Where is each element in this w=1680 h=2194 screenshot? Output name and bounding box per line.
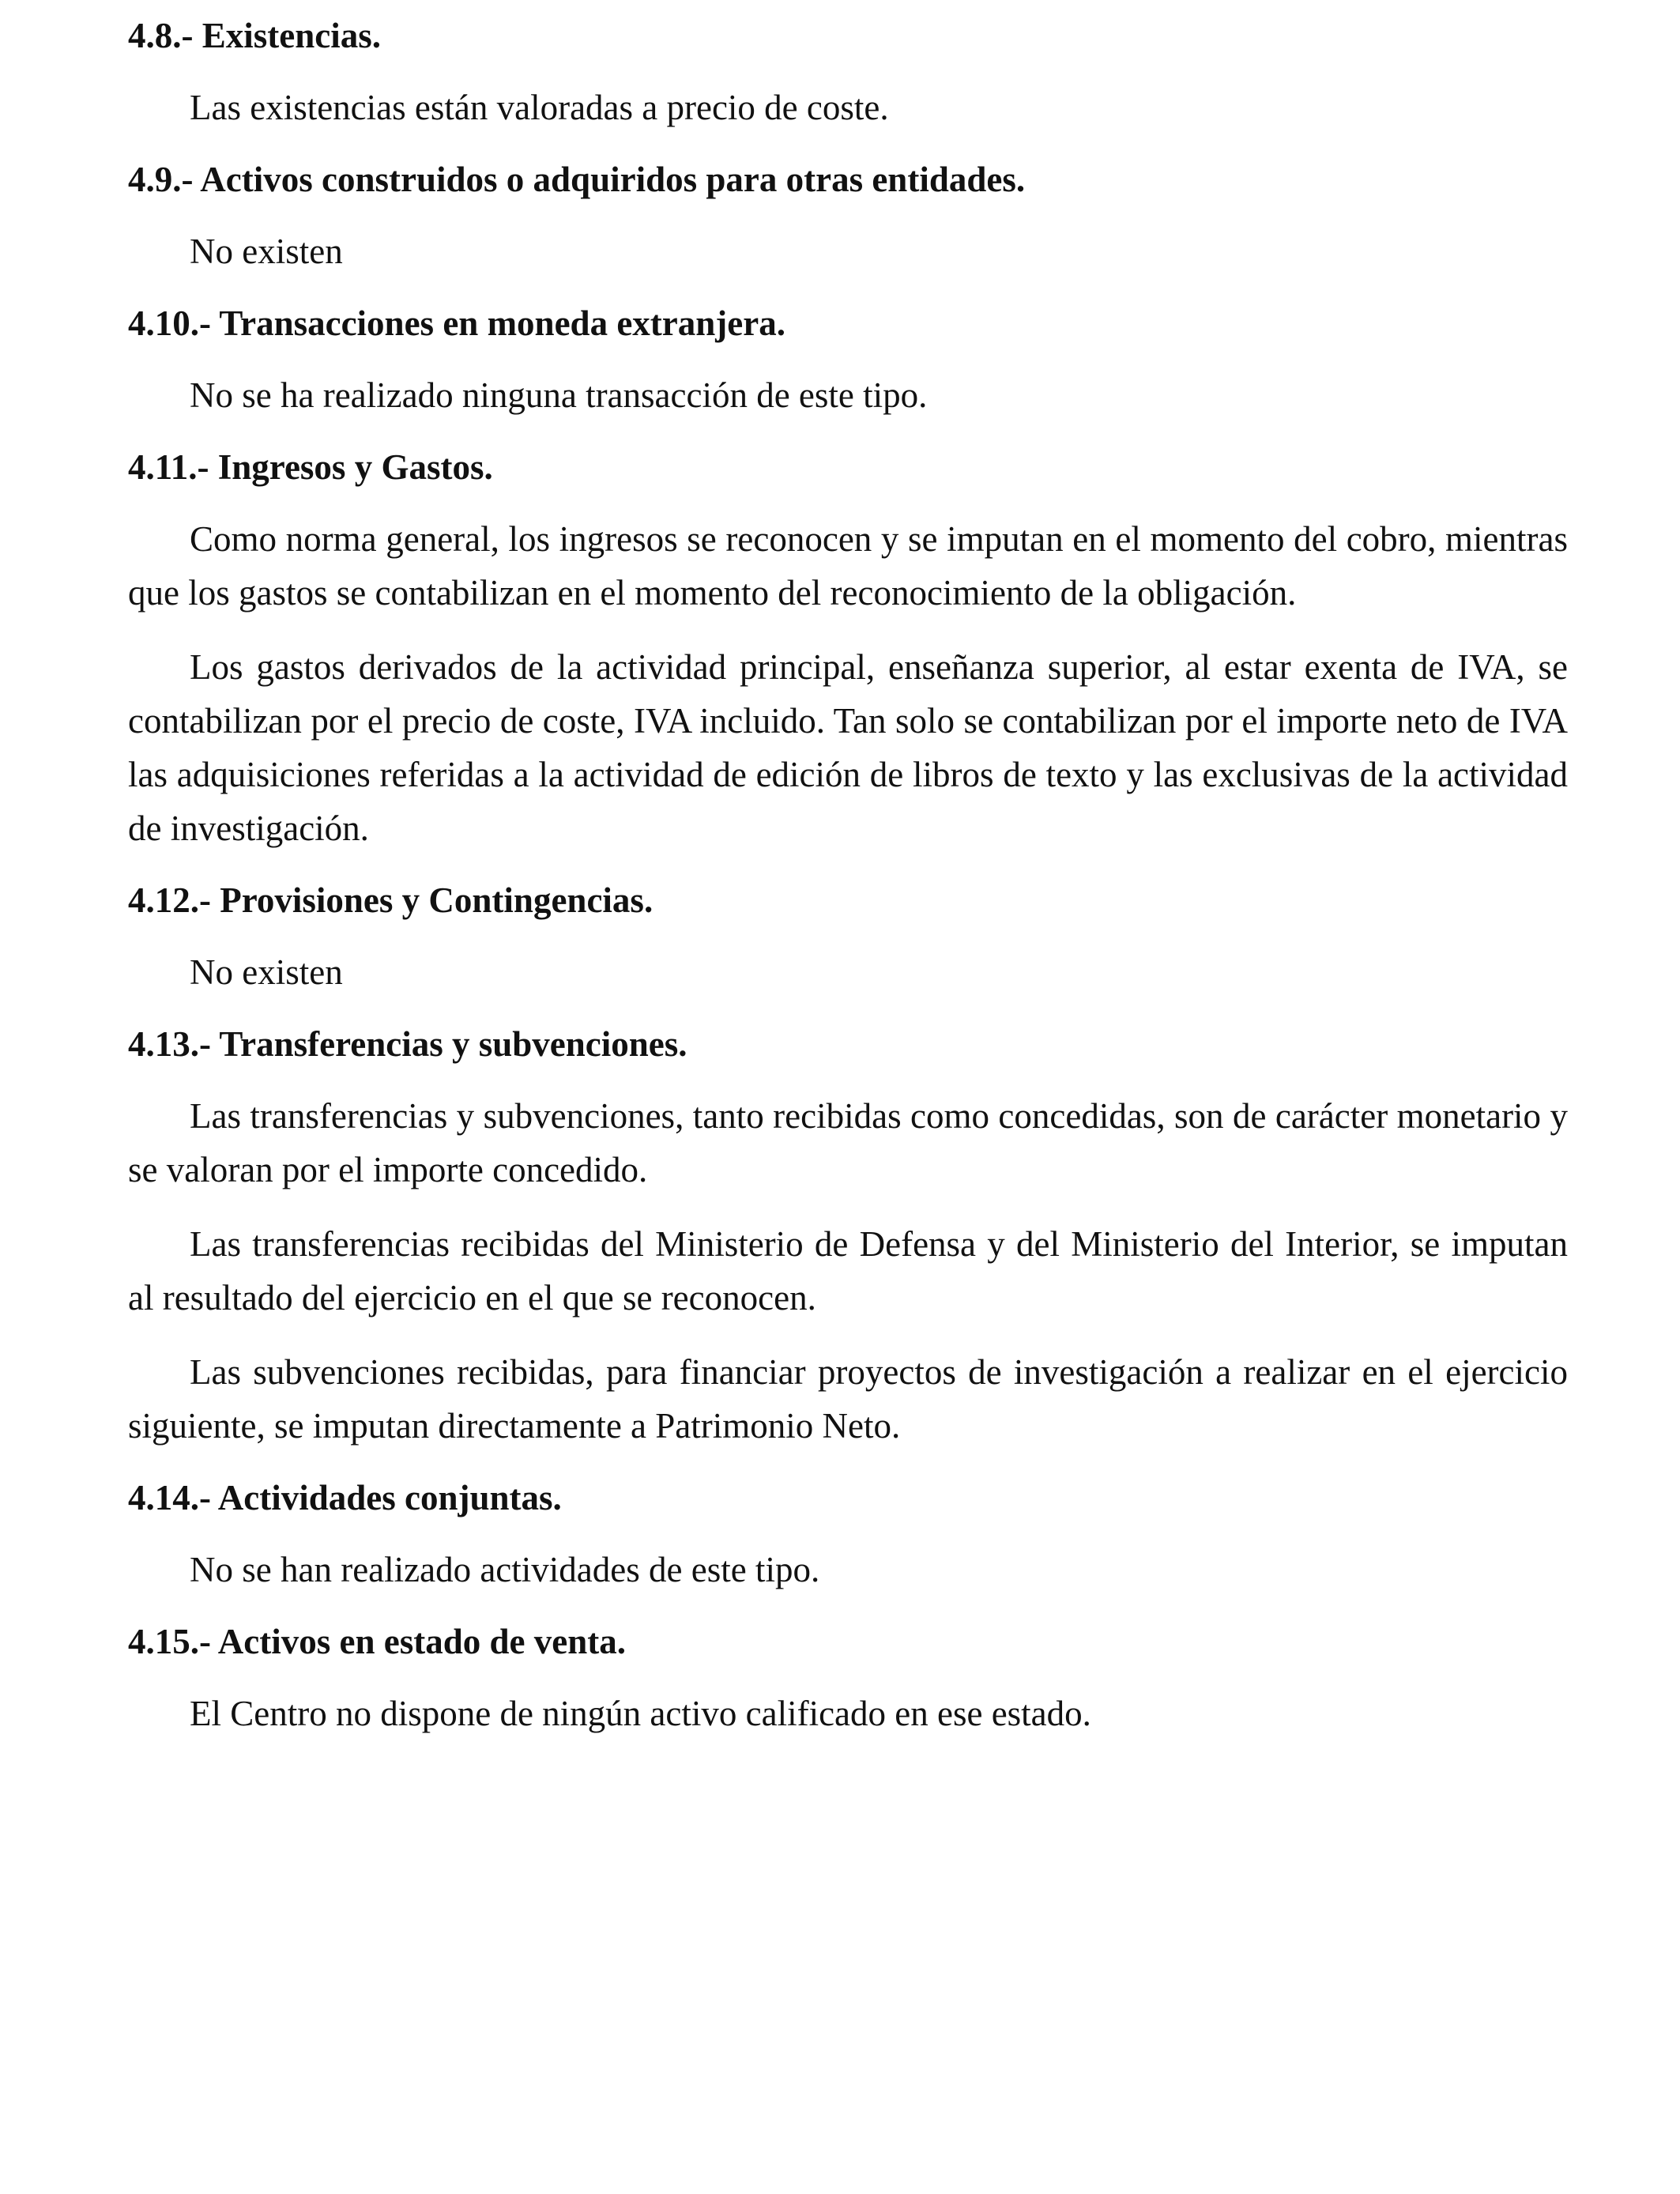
section-heading: 4.13.- Transferencias y subvenciones.	[128, 1024, 687, 1064]
paragraph: Las subvenciones recibidas, para financiar proyectos de investigación a realizar en el ejercicio siguiente, se imputan directamente a Patrimonio Neto.	[128, 1352, 1568, 1446]
paragraph: No existen	[190, 952, 343, 992]
paragraph: Los gastos derivados de la actividad principal, enseñanza superior, al estar exenta de IVA, se contabilizan por el precio de coste, IVA incluido. Tan solo se contabilizan por el importe neto de IVA las adquisiciones referidas a la actividad de edición de libros de texto y las exclusivas de la actividad de investigación.	[128, 647, 1568, 848]
section-heading: 4.10.- Transacciones en moneda extranjera.	[128, 303, 785, 343]
paragraph: No se han realizado actividades de este tipo.	[190, 1550, 820, 1589]
section-4-9	[128, 155, 1568, 278]
paragraph: No existen	[190, 232, 343, 271]
section-4-12	[128, 876, 1568, 999]
section-4-11	[128, 443, 1568, 855]
section-4-10	[128, 299, 1568, 422]
section-4-15	[128, 1617, 1568, 1740]
section-heading: 4.15.- Activos en estado de venta.	[128, 1622, 626, 1661]
section-4-14	[128, 1473, 1568, 1596]
section-heading: 4.14.- Actividades conjuntas.	[128, 1478, 562, 1517]
section-4-8	[128, 11, 1568, 134]
section-heading: 4.8.- Existencias.	[128, 16, 381, 55]
section-heading: 4.12.- Provisiones y Contingencias.	[128, 880, 654, 920]
document-page	[128, 11, 1568, 1761]
paragraph: No se ha realizado ninguna transacción de este tipo.	[190, 375, 928, 415]
paragraph: Las transferencias y subvenciones, tanto recibidas como concedidas, son de carácter monetario y se valoran por el importe concedido.	[128, 1096, 1568, 1189]
paragraph: Como norma general, los ingresos se reconocen y se imputan en el momento del cobro, mientras que los gastos se contabilizan en el momento del reconocimiento de la obligación.	[128, 519, 1568, 613]
section-heading: 4.11.- Ingresos y Gastos.	[128, 447, 493, 487]
section-heading: 4.9.- Activos construidos o adquiridos para otras entidades.	[128, 160, 1026, 199]
paragraph: El Centro no dispone de ningún activo calificado en ese estado.	[190, 1694, 1091, 1733]
section-4-13	[128, 1020, 1568, 1453]
paragraph: Las existencias están valoradas a precio de coste.	[190, 88, 889, 127]
paragraph: Las transferencias recibidas del Ministerio de Defensa y del Ministerio del Interior, se imputan al resultado del ejercicio en el que se reconocen.	[128, 1224, 1568, 1318]
